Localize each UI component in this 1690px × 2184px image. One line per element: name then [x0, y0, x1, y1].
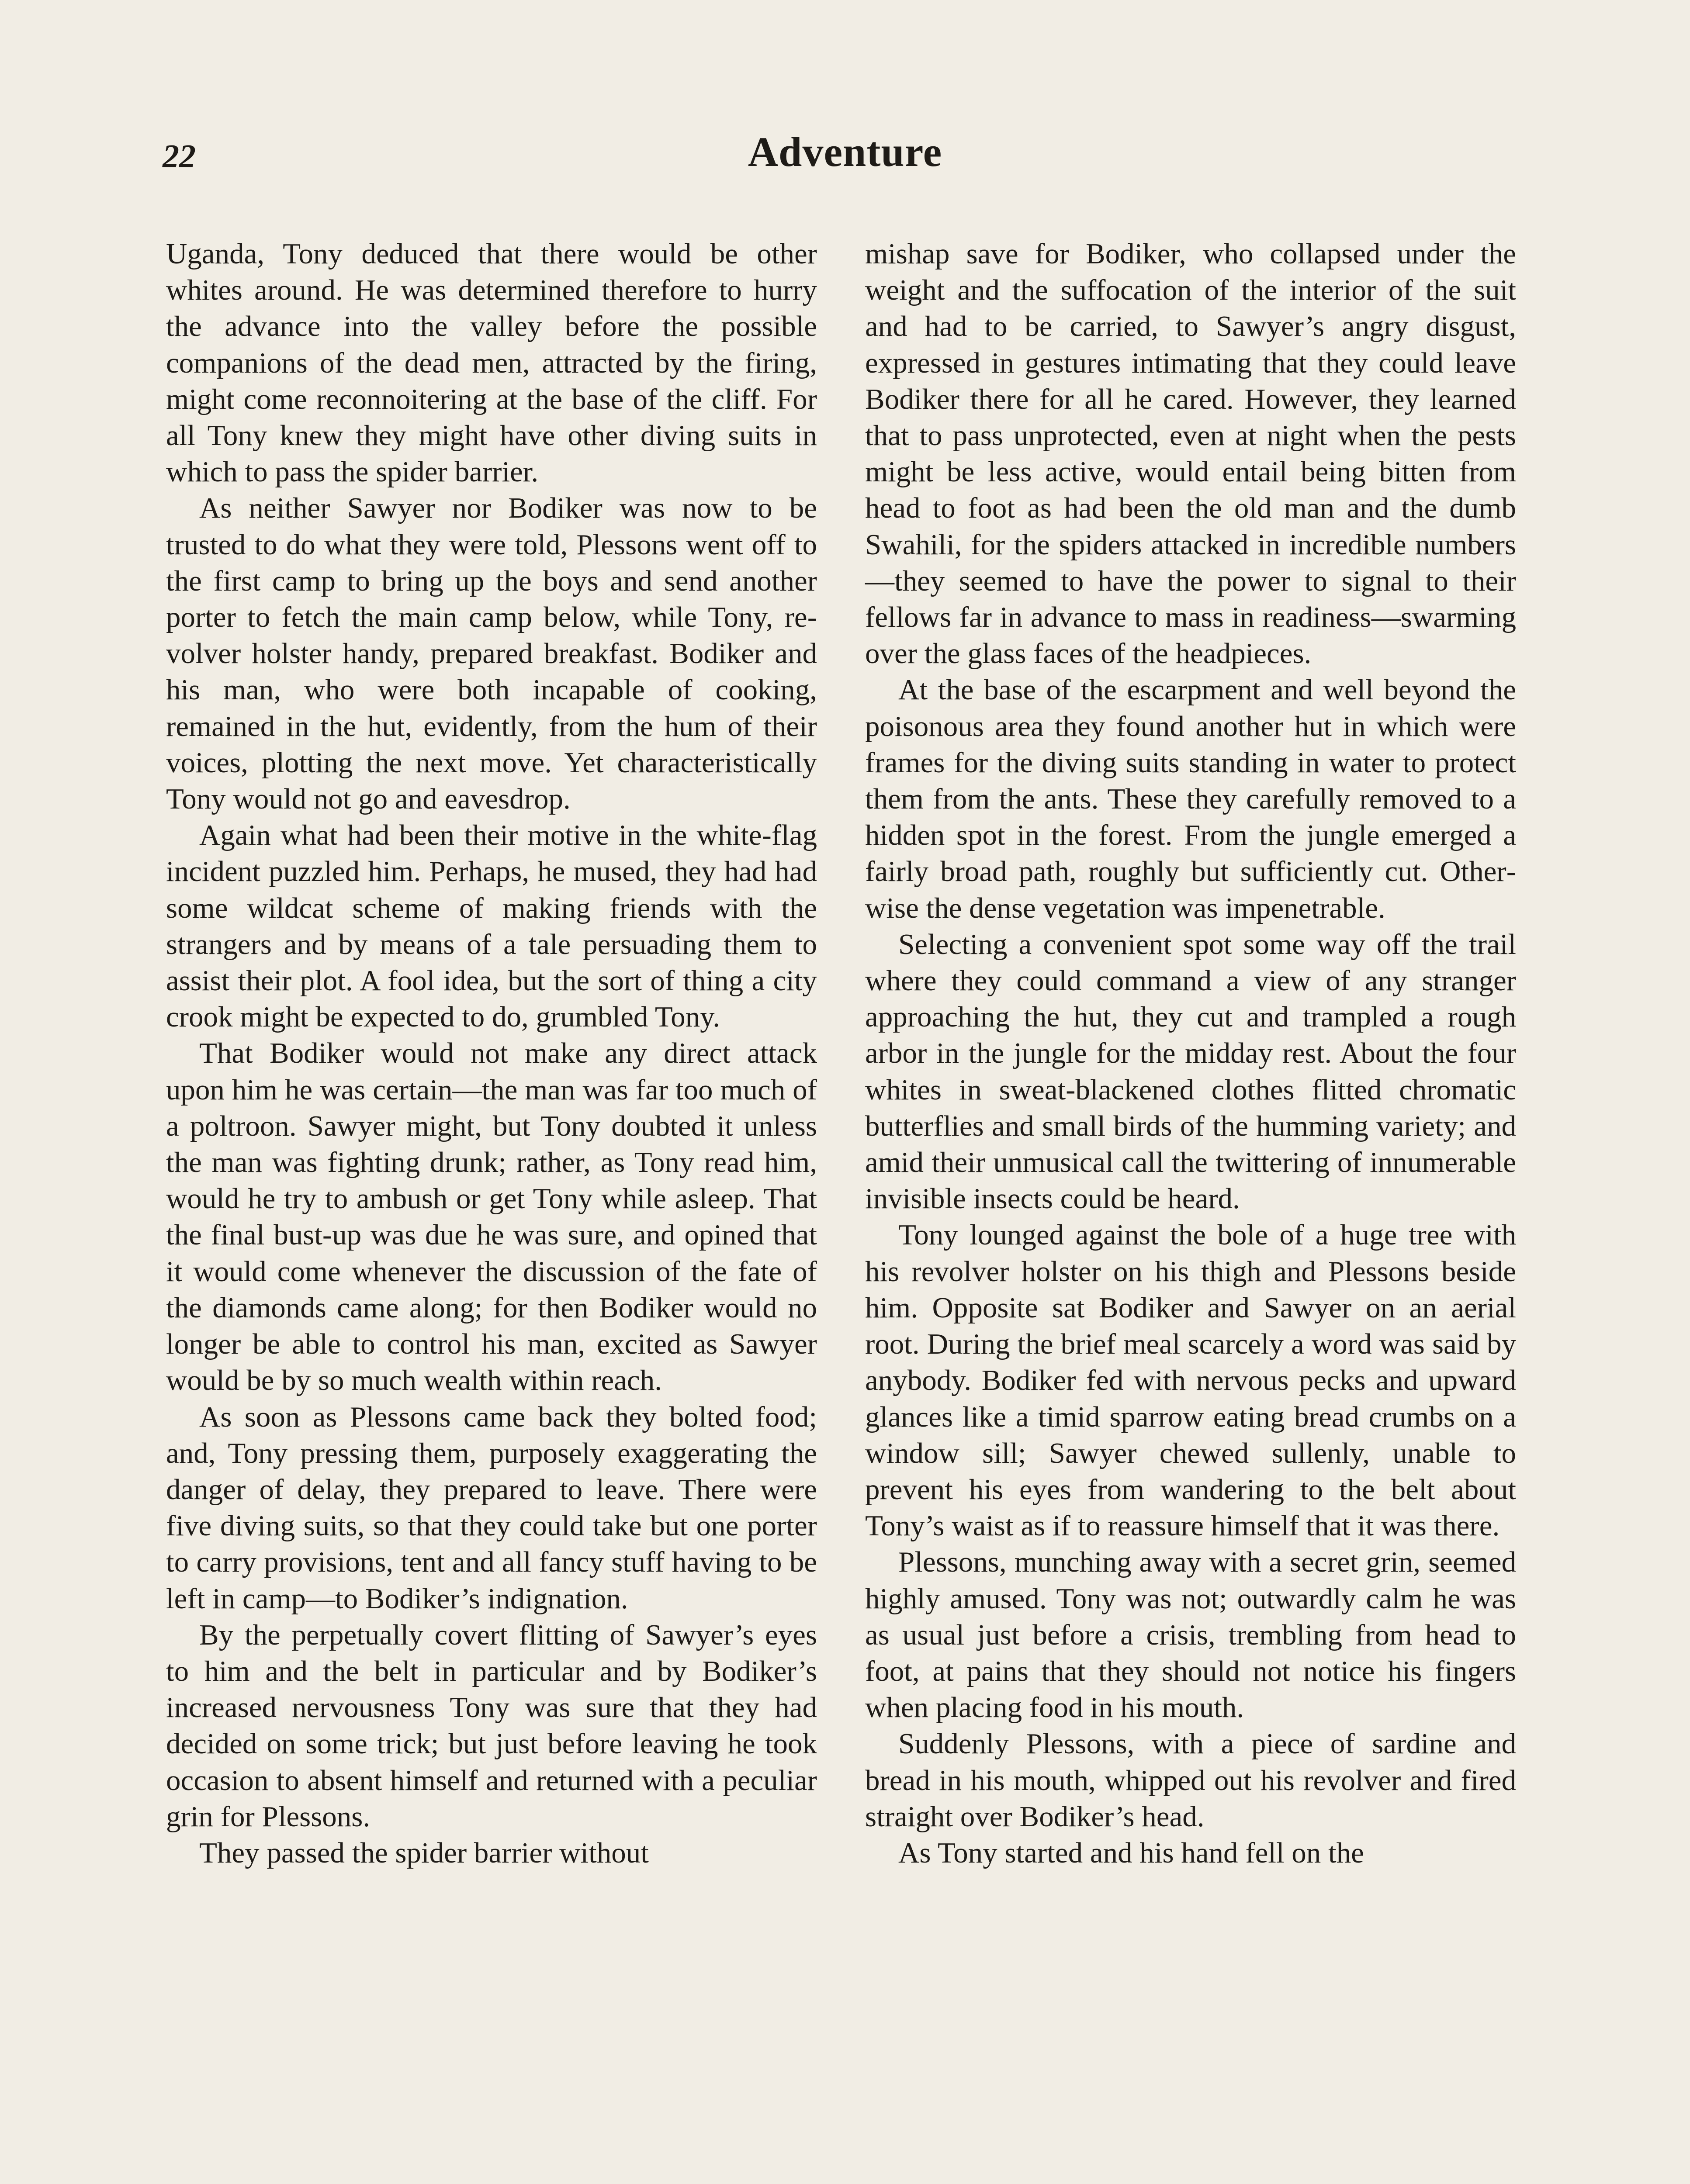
paragraph: As neither Sawyer nor Bodiker was now to be trusted to do what they were told, Plessons went off to the first camp to bring up the boys and send another porter to fetch the main camp below, while Tony, revolver holster handy, prepared breakfast. Bodiker and his man, who were both incapable of cooking, remained in the hut, evidently, from the hum of their voices, plotting the next move. Yet characteristically Tony would not go and eavesdrop.	[166, 492, 817, 816]
page-number: 22	[163, 138, 196, 175]
paragraph: Plessons, munching away with a secret grin, seemed highly amused. Tony was not; outwardly calm he was as usual just before a crisis, trembling from head to foot, at pains that they should not notice his fingers when placing food in his mouth.	[865, 1546, 1516, 1724]
text-column-left	[166, 236, 817, 1871]
paragraph: That Bodiker would not make any direct attack upon him he was certain—the man was far too much of a poltroon. Sawyer might, but Tony doubted it unless the man was fighting drunk; rather, as Tony read him, would he try to ambush or get Tony while asleep. That the final bust-up was due he was sure, and opined that it would come whenever the discussion of the fate of the diamonds came along; for then Bodiker would no longer be able to control his man, excited as Sawyer would be by so much wealth within reach.	[166, 1037, 817, 1397]
paragraph: As Tony started and his hand fell on the	[898, 1836, 1364, 1869]
paragraph: mishap save for Bodiker, who collapsed under the weight and the suffocation of the interior of the suit and had to be carried, to Sawyer’s angry disgust, expressed in gestures intimating that they could leave Bodiker there for all he cared. However, they learned that to pass unprotected, even at night when the pests might be less active, would entail being bitten from head to foot as had been the old man and the dumb Swahili, for the spiders attacked in incredible numbers—they seemed to have the power to signal to their fellows far in advance to mass in readiness—swarming over the glass faces of the headpieces.	[865, 238, 1516, 670]
magazine-title: Adventure	[748, 128, 942, 175]
paragraph: At the base of the escarpment and well beyond the poisonous area they found another hut in which were frames for the diving suits standing in water to protect them from the ants. These they carefully removed to a hidden spot in the forest. From the jungle emerged a fairly broad path, roughly but sufficiently cut. Otherwise the dense vegetation was impenetrable.	[865, 674, 1516, 924]
paragraph: Tony lounged against the bole of a huge tree with his revolver holster on his thigh and Plessons beside him. Opposite sat Bodiker and Sawyer on an aerial root. During the brief meal scarcely a word was said by anybody. Bodiker fed with nervous pecks and upward glances like a timid sparrow eating bread crumbs on a window sill; Sawyer chewed sullenly, unable to prevent his eyes from wandering to the belt about Tony’s waist as if to reassure himself that it was there.	[865, 1219, 1516, 1542]
paragraph: Selecting a convenient spot some way off the trail where they could command a view of any stranger approaching the hut, they cut and trampled a rough arbor in the jungle for the midday rest. About the four whites in sweat-blackened clothes flitted chromatic butterflies and small birds of the humming variety; and amid their unmusical call the twittering of innumerable invisible insects could be heard.	[865, 928, 1516, 1215]
paragraph: By the perpetually covert flitting of Sawyer’s eyes to him and the belt in particular and by Bodiker’s increased nervousness Tony was sure that they had decided on some trick; but just before leaving he took occasion to absent himself and returned with a peculiar grin for Plessons.	[166, 1618, 817, 1833]
paragraph: Uganda, Tony deduced that there would be other whites around. He was determined therefore to hurry the advance into the valley before the possible companions of the dead men, attracted by the firing, might come reconnoitering at the base of the cliff. For all Tony knew they might have other diving suits in which to pass the spider barrier.	[166, 238, 817, 488]
paragraph: Suddenly Plessons, with a piece of sardine and bread in his mouth, whipped out his revolver and fired straight over Bodiker’s head.	[865, 1728, 1516, 1833]
page-header	[0, 128, 1690, 192]
paragraph: Again what had been their motive in the white-flag incident puzzled him. Perhaps, he mused, they had had some wildcat scheme of making friends with the strangers and by means of a tale persuading them to assist their plot. A fool idea, but the sort of thing a city crook might be expected to do, grumbled Tony.	[166, 819, 817, 1033]
paragraph: They passed the spider barrier without	[199, 1836, 649, 1869]
text-column-right	[865, 236, 1516, 1871]
paragraph: As soon as Plessons came back they bolted food; and, Tony pressing them, purposely exaggerating the danger of delay, they prepared to leave. There were five diving suits, so that they could take but one porter to carry provisions, tent and all fancy stuff having to be left in camp—to Bodiker’s indignation.	[166, 1400, 817, 1615]
